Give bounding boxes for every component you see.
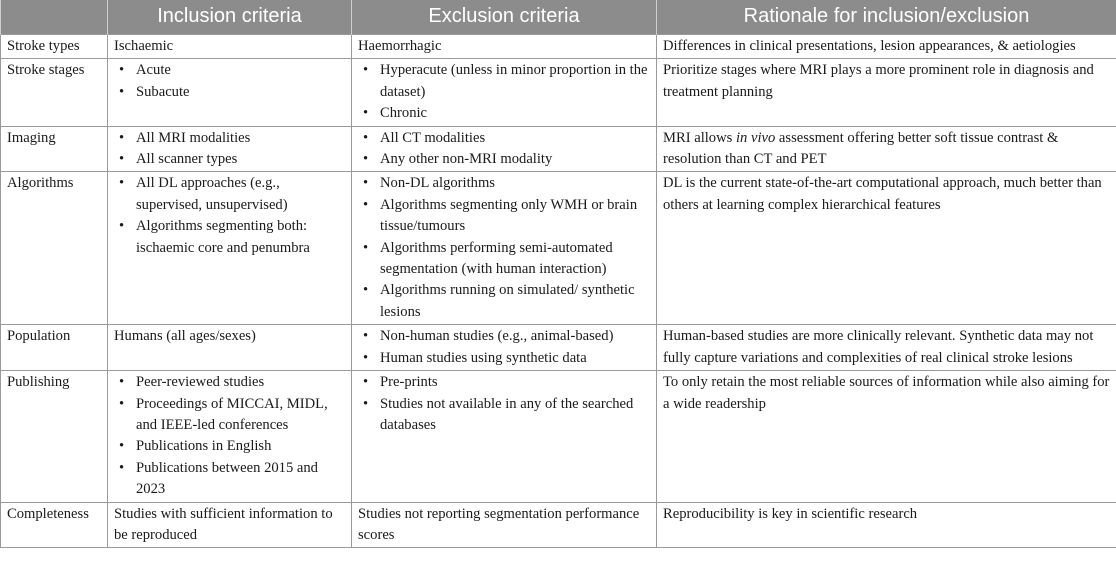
inclusion-cell: Humans (all ages/sexes) bbox=[108, 325, 352, 371]
rationale-text-start: MRI allows bbox=[663, 129, 736, 146]
inclusion-list bbox=[114, 128, 346, 171]
list-item: • Chronic bbox=[358, 103, 651, 124]
exclusion-cell bbox=[352, 59, 657, 126]
list-item: • All CT modalities bbox=[358, 128, 651, 149]
rationale-cell bbox=[657, 126, 1116, 172]
row-label-publishing: Publishing bbox=[1, 371, 108, 502]
rationale-cell: To only retain the most reliable sources of information while also aiming for a wide readership bbox=[657, 371, 1116, 502]
inclusion-cell bbox=[108, 126, 352, 172]
exclusion-list bbox=[358, 173, 651, 323]
table-row bbox=[1, 35, 1116, 59]
inclusion-cell bbox=[108, 371, 352, 502]
exclusion-cell bbox=[352, 325, 657, 371]
list-item: • Publications in English bbox=[114, 436, 346, 457]
exclusion-cell: Studies not reporting segmentation performance scores bbox=[352, 502, 657, 548]
header-exclusion-criteria: Exclusion criteria bbox=[352, 0, 657, 35]
exclusion-cell bbox=[352, 172, 657, 325]
exclusion-cell bbox=[352, 371, 657, 502]
exclusion-cell: Haemorrhagic bbox=[352, 35, 657, 59]
list-item: • Algorithms performing semi-automated segmentation (with human interaction) bbox=[358, 238, 651, 281]
table-row bbox=[1, 172, 1116, 325]
rationale-cell: DL is the current state-of-the-art computational approach, much better than others at learning complex hierarchical features bbox=[657, 172, 1116, 325]
exclusion-list bbox=[358, 60, 651, 124]
row-label-stroke-stages: Stroke stages bbox=[1, 59, 108, 126]
list-item: • Acute bbox=[114, 60, 346, 81]
list-item: • Algorithms segmenting only WMH or brain tissue/tumours bbox=[358, 195, 651, 238]
inclusion-list bbox=[114, 372, 346, 500]
inclusion-list bbox=[114, 173, 346, 259]
rationale-cell: Reproducibility is key in scientific research bbox=[657, 502, 1116, 548]
list-item: • Subacute bbox=[114, 82, 346, 103]
table-row bbox=[1, 325, 1116, 371]
list-item: • Hyperacute (unless in minor proportion in the dataset) bbox=[358, 60, 651, 103]
list-item: • Non-human studies (e.g., animal-based) bbox=[358, 326, 651, 347]
exclusion-cell bbox=[352, 126, 657, 172]
list-item: • Algorithms running on simulated/ synthetic lesions bbox=[358, 280, 651, 323]
rationale-cell: Prioritize stages where MRI plays a more prominent role in diagnosis and treatment planning bbox=[657, 59, 1116, 126]
list-item: • Studies not available in any of the searched databases bbox=[358, 394, 651, 437]
rationale-text-italic: in vivo bbox=[735, 129, 776, 146]
list-item: • All scanner types bbox=[114, 149, 346, 170]
header-rationale: Rationale for inclusion/exclusion bbox=[657, 0, 1116, 35]
row-label-algorithms: Algorithms bbox=[1, 172, 108, 325]
rationale-cell: Human-based studies are more clinically relevant. Synthetic data may not fully capture variations and complexities of real clinical stroke lesions bbox=[657, 325, 1116, 371]
list-item: • Proceedings of MICCAI, MIDL, and IEEE-led conferences bbox=[114, 394, 346, 437]
table-row bbox=[1, 502, 1116, 548]
inclusion-cell: Ischaemic bbox=[108, 35, 352, 59]
row-label-completeness: Completeness bbox=[1, 502, 108, 548]
list-item: • Pre-prints bbox=[358, 372, 651, 393]
inclusion-cell bbox=[108, 59, 352, 126]
header-inclusion-criteria: Inclusion criteria bbox=[108, 0, 352, 35]
row-label-imaging: Imaging bbox=[1, 126, 108, 172]
list-item: • Human studies using synthetic data bbox=[358, 348, 651, 369]
inclusion-cell: Studies with sufficient information to be reproduced bbox=[108, 502, 352, 548]
list-item: • Algorithms segmenting both: ischaemic core and penumbra bbox=[114, 216, 346, 259]
list-item: • All DL approaches (e.g., supervised, unsupervised) bbox=[114, 173, 346, 216]
list-item: • All MRI modalities bbox=[114, 128, 346, 149]
row-label-population: Population bbox=[1, 325, 108, 371]
header-row-label bbox=[1, 0, 108, 35]
inclusion-cell bbox=[108, 172, 352, 325]
exclusion-list bbox=[358, 128, 651, 171]
row-label-stroke-types: Stroke types bbox=[1, 35, 108, 59]
exclusion-list bbox=[358, 326, 651, 369]
table-row bbox=[1, 59, 1116, 126]
rationale-text-end: assessment offering better soft tissue contrast & resolution than CT and PET bbox=[663, 129, 1059, 168]
list-item: • Any other non-MRI modality bbox=[358, 149, 651, 170]
header-row bbox=[1, 0, 1116, 35]
table-row bbox=[1, 371, 1116, 502]
list-item: • Non-DL algorithms bbox=[358, 173, 651, 194]
list-item: • Publications between 2015 and 2023 bbox=[114, 458, 346, 501]
rationale-cell: Differences in clinical presentations, lesion appearances, & aetiologies bbox=[657, 35, 1116, 59]
list-item: • Peer-reviewed studies bbox=[114, 372, 346, 393]
table-row bbox=[1, 126, 1116, 172]
exclusion-list bbox=[358, 372, 651, 436]
inclusion-list bbox=[114, 60, 346, 103]
